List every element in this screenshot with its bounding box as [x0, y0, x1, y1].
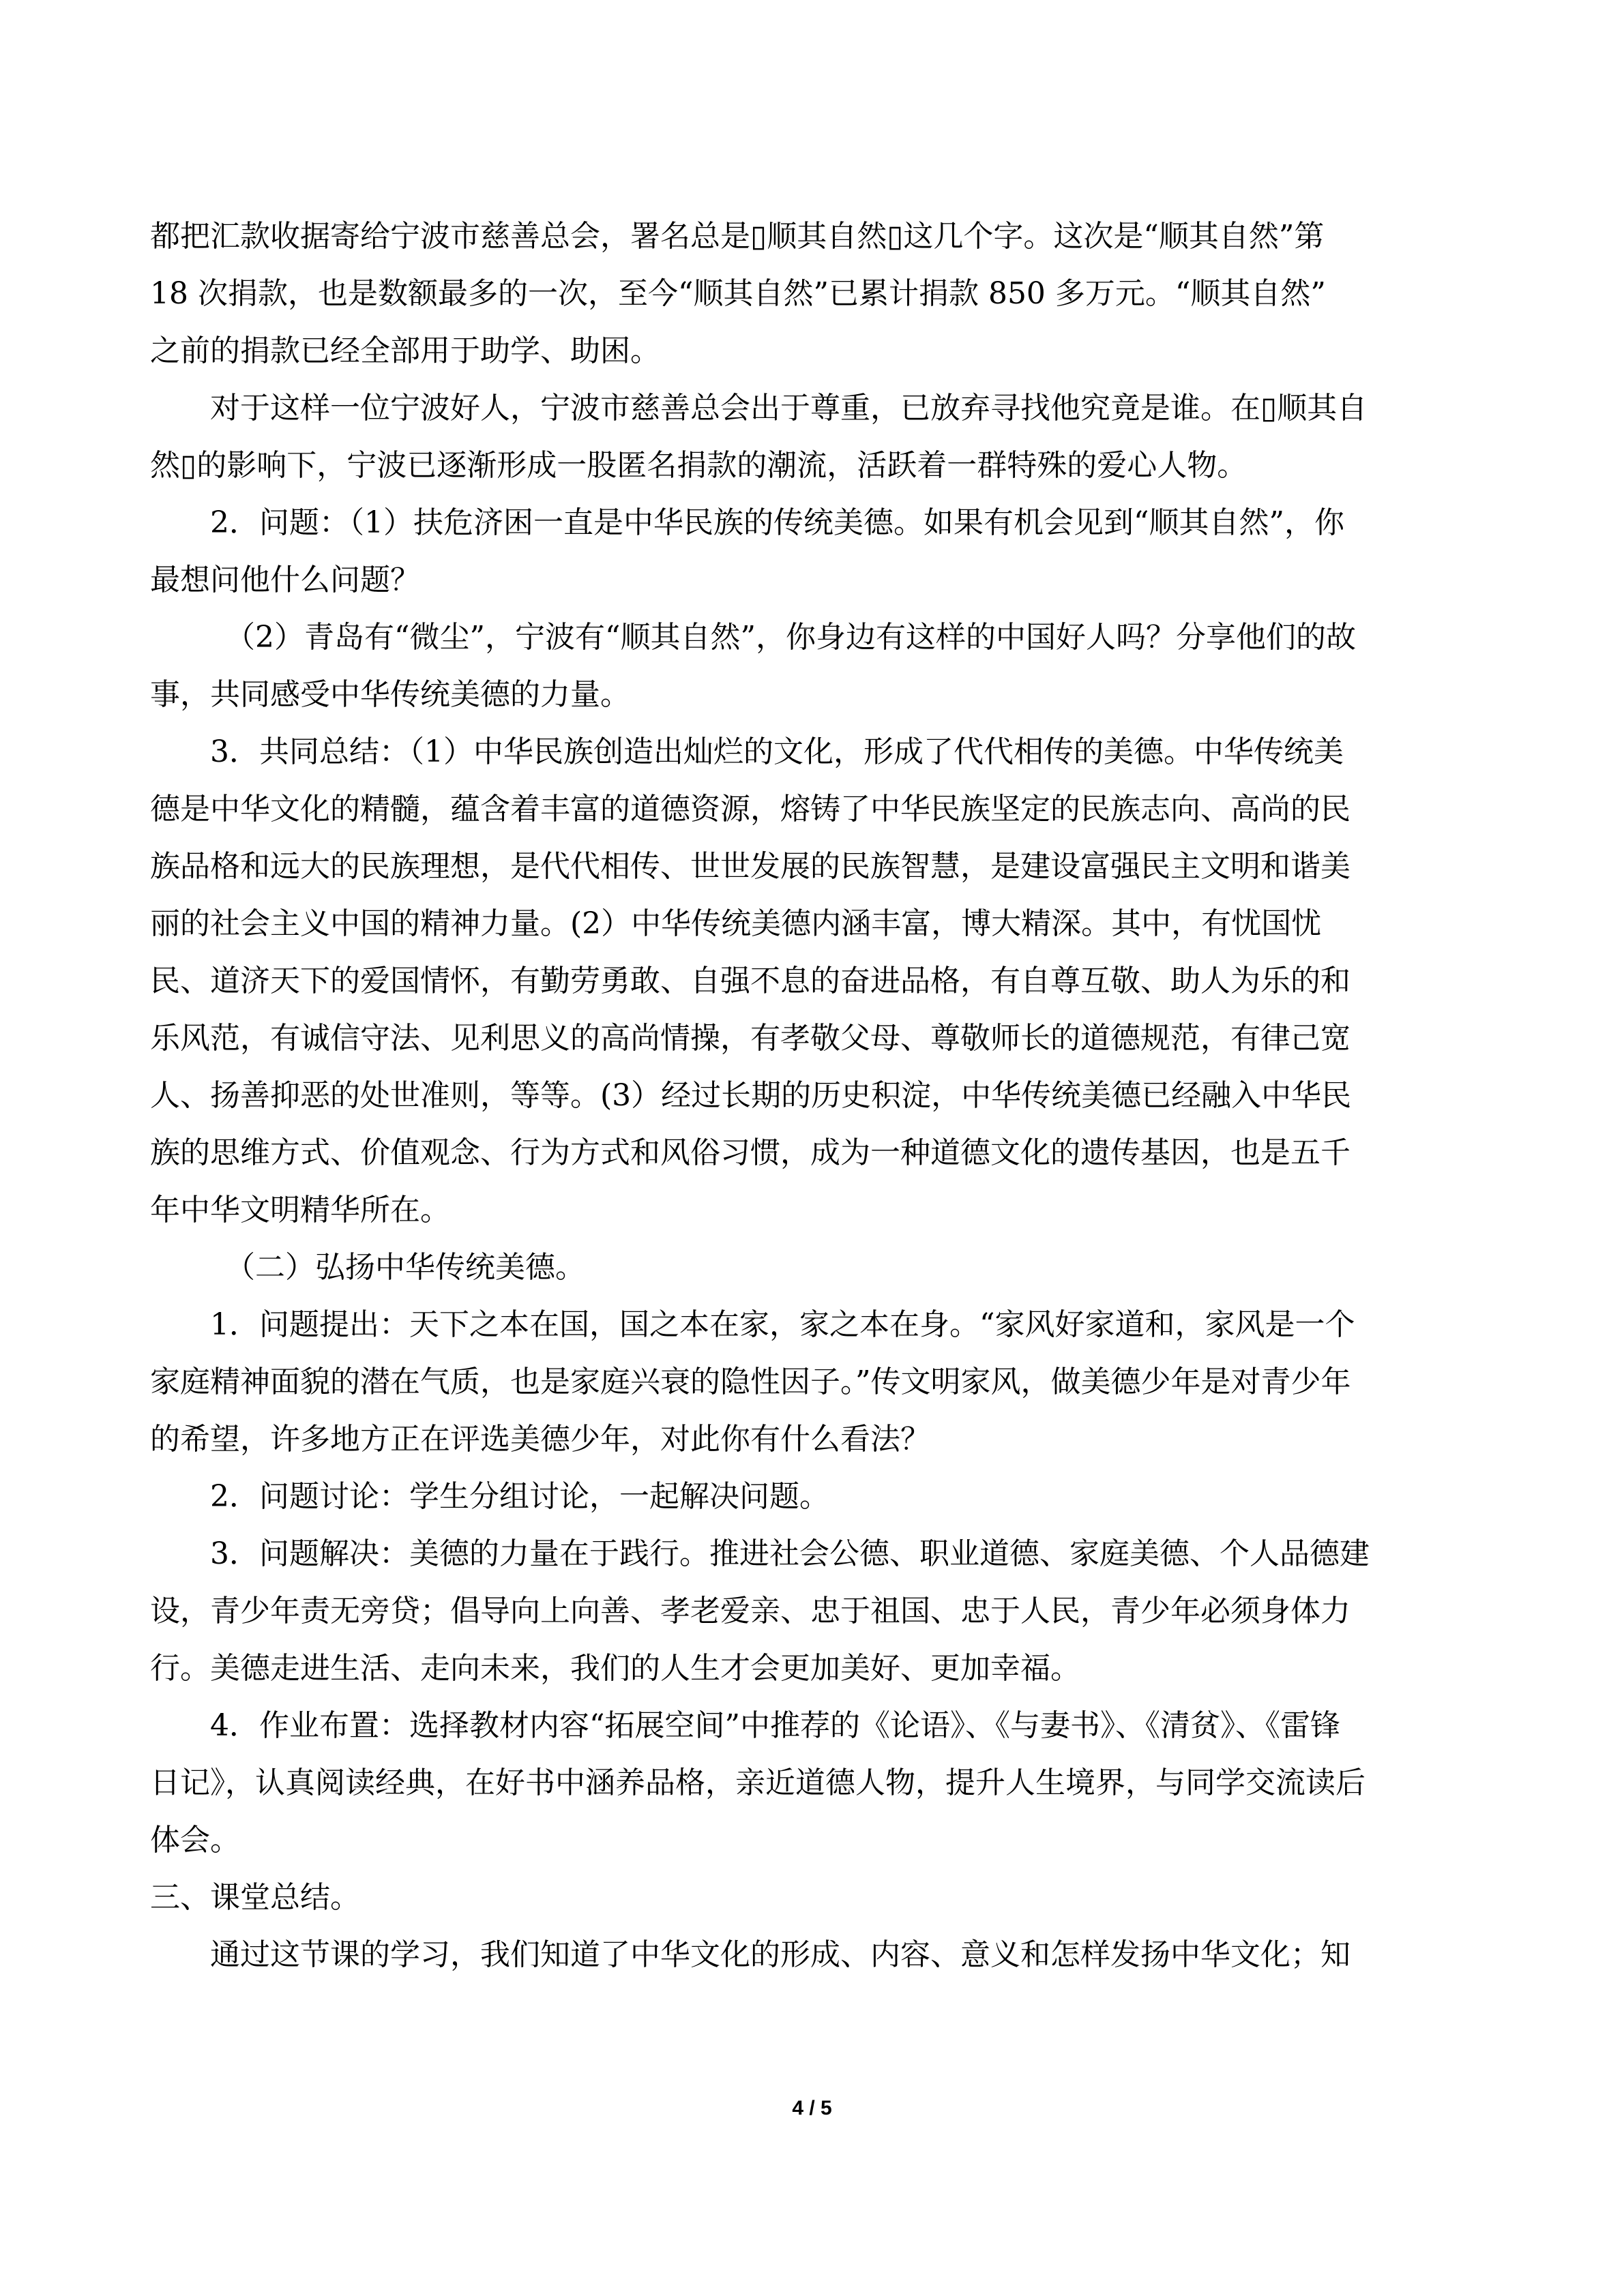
text-line: 德是中华文化的精髓，蕴含着丰富的道德资源，熔铸了中华民族坚定的民族志向、高尚的民 — [150, 792, 1350, 826]
text-line: 行。美德走进生活、走向未来，我们的人生才会更加美好、更加幸福。 — [150, 1651, 1080, 1686]
text-line: 1．问题提出：天下之本在国，国之本在家，家之本在身。“家风好家道和，家风是一个 — [210, 1307, 1355, 1342]
text-line: 18 次捐款，也是数额最多的一次，至今“顺其自然”已累计捐款 850 多万元。“顺其自然” — [150, 276, 1326, 311]
text-line: 三、课堂总结。 — [150, 1880, 360, 1915]
text-line: 丽的社会主义中国的精神力量。(2）中华传统美德内涵丰富，博大精深。其中，有忧国忧 — [150, 906, 1322, 941]
text-line: 的希望，许多地方正在评选美德少年，对此你有什么看法？ — [150, 1422, 930, 1457]
text-line: 通过这节课的学习，我们知道了中华文化的形成、内容、意义和怎样发扬中华文化；知 — [210, 1937, 1350, 1972]
text-line: （2）青岛有“微尘”，宁波有“顺其自然”，你身边有这样的中国好人吗？分享他们的故 — [225, 620, 1356, 655]
text-line: 年中华文明精华所在。 — [150, 1193, 450, 1227]
text-line: 2．问题：（1）扶危济困一直是中华民族的传统美德。如果有机会见到“顺其自然”，你 — [210, 505, 1344, 540]
text-line: 对于这样一位宁波好人，宁波市慈善总会出于尊重，已放弃寻找他究竟是谁。在▯顺其自 — [210, 391, 1368, 426]
text-line: 民、道济天下的爱国情怀，有勤劳勇敢、自强不息的奋进品格，有自尊互敬、助人为乐的和 — [150, 964, 1350, 998]
text-line: 然▯的影响下，宁波已逐渐形成一股匿名捐款的潮流，活跃着一群特殊的爱心人物。 — [150, 448, 1247, 483]
text-line: 乐风范，有诚信守法、见利思义的高尚情操，有孝敬父母、尊敬师长的道德规范，有律己宽 — [150, 1021, 1350, 1056]
text-line: 之前的捐款已经全部用于助学、助困。 — [150, 333, 660, 368]
text-line: 4．作业布置：选择教材内容“拓展空间”中推荐的《论语》、《与妻书》、《清贫》、《雷锋 — [210, 1708, 1340, 1743]
text-line: 人、扬善抑恶的处世准则，等等。(3）经过长期的历史积淀，中华传统美德已经融入中华民 — [150, 1078, 1352, 1113]
text-line: 族品格和远大的民族理想，是代代相传、世世发展的民族智慧，是建设富强民主文明和谐美 — [150, 849, 1350, 884]
text-line: 都把汇款收据寄给宁波市慈善总会，署名总是▯顺其自然▯这几个字。这次是“顺其自然”第 — [150, 219, 1325, 254]
text-line: 族的思维方式、价值观念、行为方式和风俗习惯，成为一种道德文化的遗传基因，也是五千 — [150, 1135, 1350, 1170]
text-line: 家庭精神面貌的潜在气质，也是家庭兴衰的隐性因子。”传文明家风，做美德少年是对青少年 — [150, 1365, 1351, 1399]
text-line: 设，青少年责无旁贷；倡导向上向善、孝老爱亲、忠于祖国、忠于人民，青少年必须身体力 — [150, 1594, 1350, 1628]
page-number: 4 / 5 — [792, 2097, 832, 2119]
text-line: 日记》，认真阅读经典，在好书中涵养品格，亲近道德人物，提升人生境界，与同学交流读后 — [150, 1765, 1365, 1800]
text-line: 3．共同总结：（1）中华民族创造出灿烂的文化，形成了代代相传的美德。中华传统美 — [210, 734, 1344, 769]
text-line: 体会。 — [150, 1823, 240, 1858]
text-line: 2．问题讨论：学生分组讨论，一起解决问题。 — [210, 1479, 829, 1514]
text-line: 3．问题解决：美德的力量在于践行。推进社会公德、职业道德、家庭美德、个人品德建 — [210, 1536, 1370, 1571]
text-line: 事，共同感受中华传统美德的力量。 — [150, 677, 630, 712]
document-body — [150, 208, 1474, 1984]
text-line: （二）弘扬中华传统美德。 — [225, 1250, 585, 1285]
text-line: 最想问他什么问题？ — [150, 563, 420, 597]
